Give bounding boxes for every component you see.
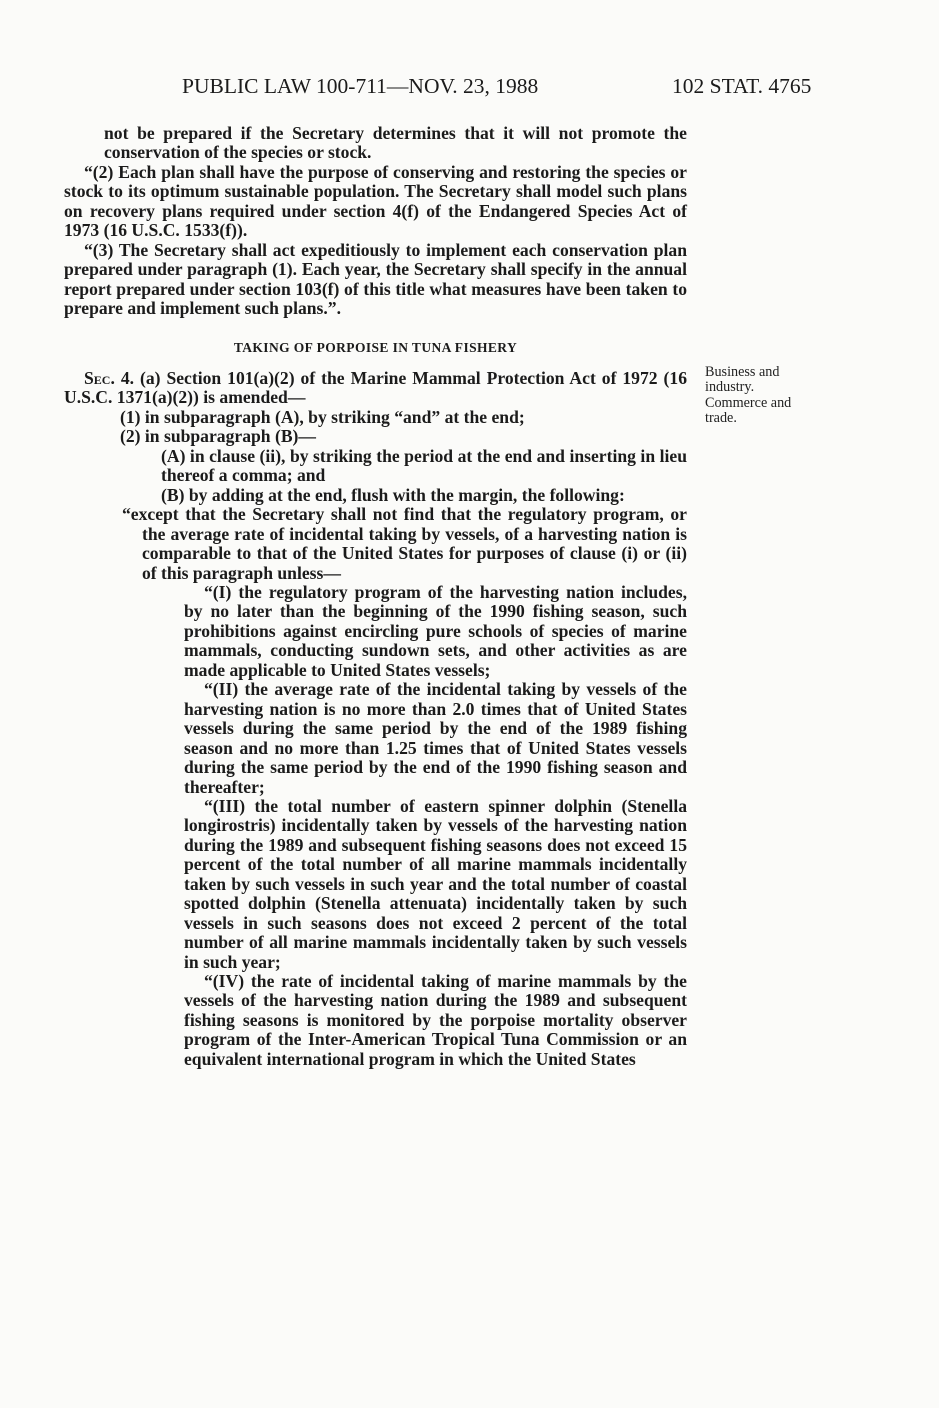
section-label: Sec. 4. (84, 367, 135, 388)
page-header (0, 74, 939, 100)
amendment-item-2a: (A) in clause (ii), by striking the period at the end and inserting in lieu thereof a comma; and (161, 445, 687, 486)
clause-1: “(I) the regulatory program of the harvesting nation includes, by no later than the beginning of the 1990 fishing season, such prohibitions against encircling pure schools of species of marine mammals, conducting sundown sets, and other activities as are made applicable to United States vessels; (184, 581, 687, 680)
paragraph-continuation: not be prepared if the Secretary determines that it will not promote the conservation of the species or stock. (104, 123, 687, 163)
quoted-text: “except that the Secretary shall not find that the regulatory program, or the average rate of incidental taking by vessels, of a harvesting nation is comparable to that of the United States for purposes of clause (i) or (ii) of this paragraph unless— (122, 504, 687, 583)
clause-2: “(II) the average rate of the incidental taking by vessels of the harvesting nation is no more than 2.0 times that of United States vessels during the same period by the end of the 1989 fishing season and no more than 1.25 times that of United States vessels during the same period by the end of the 1990 fishing season and thereafter; (184, 679, 687, 797)
running-title: PUBLIC LAW 100-711—NOV. 23, 1988 (182, 74, 539, 98)
amendment-item-1: (1) in subparagraph (A), by striking “and” at the end; (120, 406, 525, 427)
paragraph-3: “(3) The Secretary shall act expeditiously to implement each conservation plan prepared under paragraph (1). Each year, the Secretary shall specify in the annual report prepared under section 103(f) of this title what measures have been taken to prepare and implement such plans.”. (64, 239, 687, 319)
section-heading: TAKING OF PORPOISE IN TUNA FISHERY (233, 339, 518, 355)
statute-page-number: 102 STAT. 4765 (672, 74, 812, 98)
clause-4: “(IV) the rate of incidental taking of marine mammals by the vessels of the harvesting nation during the 1989 and subsequent fishing seasons is monitored by the porpoise mortality observer program of the Inter-American Tropical Tuna Commission or an equivalent international program in which the United States (184, 971, 687, 1069)
amendment-item-2b: (B) by adding at the end, flush with the margin, the following: (161, 484, 625, 505)
amendment-item-2: (2) in subparagraph (B)— (120, 426, 317, 447)
margin-note (705, 365, 835, 426)
section-4-intro (64, 369, 687, 408)
paragraph-2: “(2) Each plan shall have the purpose of conserving and restoring the species or stock to its optimum sustainable population. The Secretary shall model such plans on recovery plans required under section 4(f) of the Endangered Species Act of 1973 (16 U.S.C. 1533(f)). (64, 161, 687, 241)
margin-note-line: trade. (705, 409, 737, 426)
document-body (64, 124, 687, 1069)
margin-note-line: Business and (705, 364, 780, 380)
section-intro-text: (a) Section 101(a)(2) of the Marine Mammal Protection Act of 1972 (16 U.S.C. 1371(a)(2)) is amended— (64, 367, 687, 408)
margin-note-line: industry. (705, 379, 755, 396)
margin-note-line: Commerce and (705, 394, 792, 411)
clause-3: “(III) the total number of eastern spinner dolphin (Stenella longirostris) incidentally taken by vessels of the harvesting nation during the 1989 and subsequent fishing seasons does not exceed 15 percent of the total number of all marine mammals incidentally taken by such vessels in such year and the total number of coastal spotted dolphin (Stenella attenuata) incidentally taken by such vessels in such seasons does not exceed 2 percent of the total number of all marine mammals incidentally taken by such vessels in such year; (184, 795, 687, 972)
